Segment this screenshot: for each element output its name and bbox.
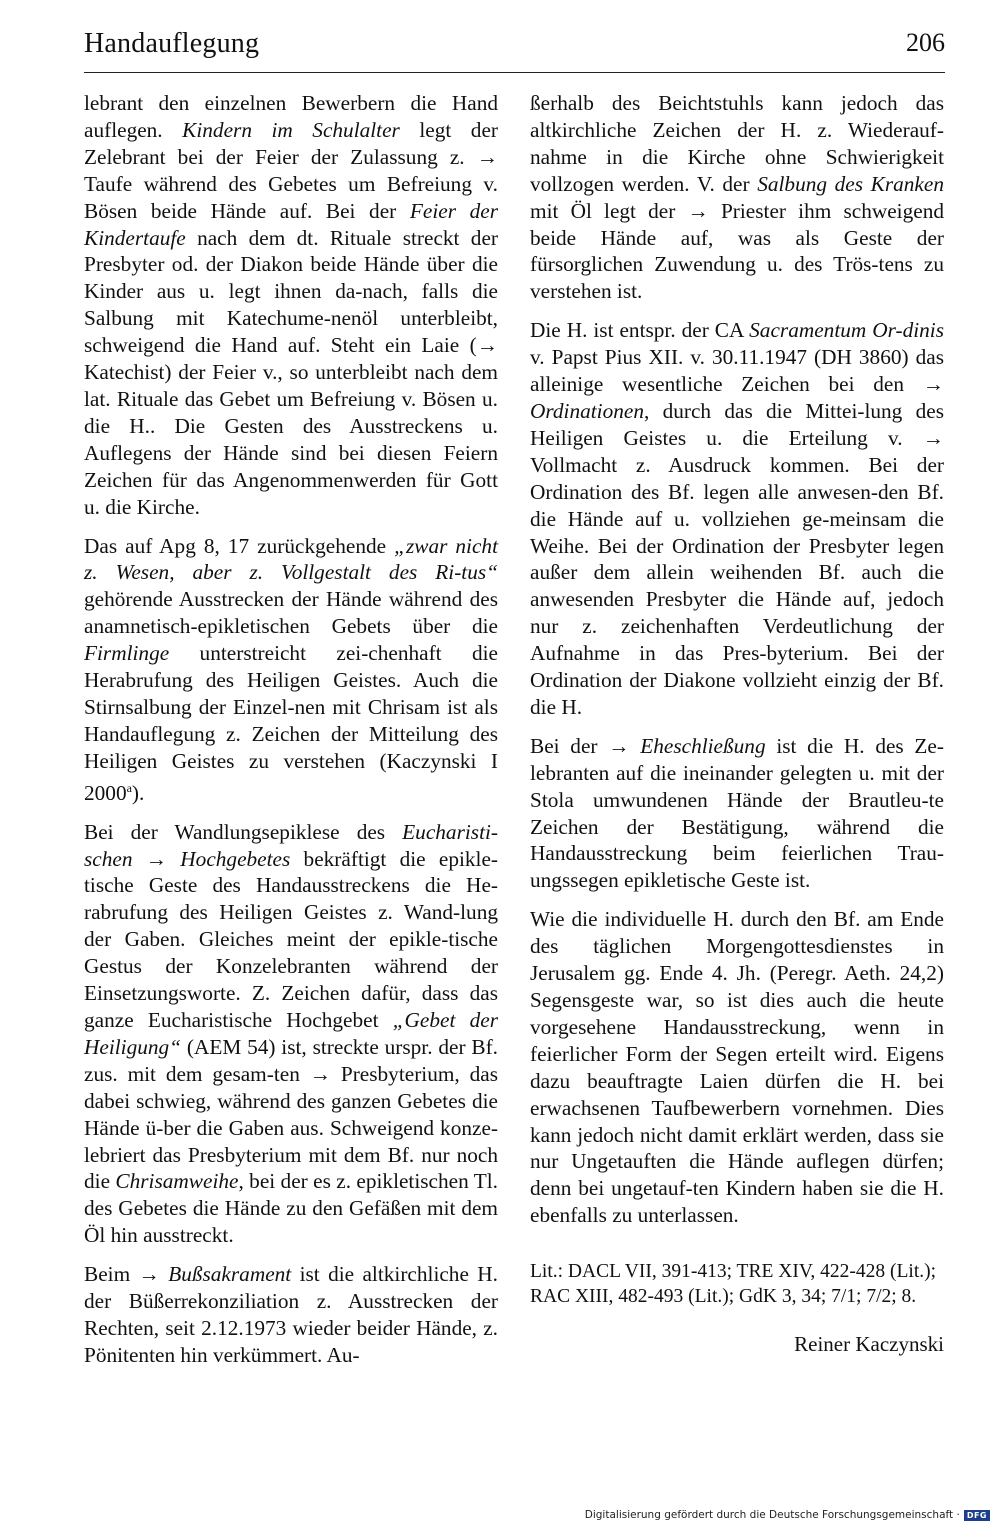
digitization-footer: [585, 1509, 990, 1521]
paragraph-ordination: Die H. ist entspr. der CA Sacramentum Or-dinis v. Papst Pius XII. v. 30.11.1947 (DH 3860) das alleinige wesentliche Zeichen bei den → Ordinationen, durch das die Mittei-lung des Heiligen Geistes u. die Erteilung v. → Vollmacht z. Ausdruck kommen. Bei der Ordination des Bf. legen alle anwesen-den Bf. die Hände auf u. vollziehen ge-meinsam die Weihe. Bei der Ordination der Presbyter legen außer dem allein weihenden Bf. auch die anwesenden Presbyter die Hände auf, jedoch nur z. zeichenhaften Verdeutlichung der Aufnahme in das Pres-byterium. Bei der Ordination der Diakone vollzieht einzig der Bf. die H.: [530, 318, 944, 719]
paragraph-marriage: Bei der → Eheschließung ist die H. des Ze-lebranten auf die ineinander gelegten u. mit der Stola umwundenen Hände der Brautleu-te Zeichen der Bestätigung, während die Handausstreckung beim feierlichen Trau-ungssegen epikletische Geste ist.: [530, 733, 944, 893]
page-title: Handauflegung: [84, 28, 260, 59]
footer-text: Digitalisierung gefördert durch die Deutsche Forschungsgemeinschaft ·: [584, 1509, 960, 1521]
right-column: [530, 90, 944, 1370]
paragraph-blessing: Wie die individuelle H. durch den Bf. am Ende des täglichen Morgengottesdienstes in Jerusalem gg. Ende 4. Jh. (Peregr. Aeth. 24,2) Segensgeste war, so ist dies auch die heute vorgesehene Handausstreckung, wenn in feierlicher Form der Segen erteilt wird. Eigens dazu beauftragte Laien dürfen die H. bei erwachsenen Taufbewerbern vornehmen. Dies kann jedoch nicht damit erklärt werden, dass sie nur Ungetauften die Hände auflegen dürfen; denn bei ungetauf-ten Kindern haben sie die H. ebenfalls zu unterlassen.: [530, 907, 944, 1228]
paragraph-confirmation: Das auf Apg 8, 17 zurückgehende „zwar nicht z. Wesen, aber z. Vollgestalt des Ri-tus“ gehörende Ausstrecken der Hände während des anamnetisch-epikletischen Gebets über die Firmlinge unterstreicht zei-chenhaft die Herabrufung des Heiligen Geistes. Auch die Stirnsalbung der Einzel-nen mit Chrisam ist als Handauflegung z. Zeichen der Mitteilung des Heiligen Geistes zu verstehen (Kaczynski I 2000$^a$).: [84, 533, 498, 805]
left-column: [84, 90, 498, 1381]
page-number: 206: [906, 28, 945, 57]
author-name: Reiner Kaczynski: [794, 1332, 944, 1357]
dfg-logo-icon: DFG: [964, 1510, 990, 1521]
paragraph-children-rites: lebrant den einzelnen Bewerbern die Hand auflegen. Kindern im Schulalter legt der Zelebrant bei der Feier der Zulassung z. → Taufe während des Gebetes um Befreiung v. Bösen beide Hände auf. Bei der Feier der Kindertaufe nach dem dt. Rituale streckt der Presbyter od. der Diakon beide Hände über die Kinder aus u. legt ihnen da-nach, falls die Salbung mit Katechume-nenöl unterbleibt, schweigend die Hand auf. Steht ein Laie (→ Katechist) der Feier v., so unterbleibt nach dem lat. Rituale das Gebet um Befreiung v. Bösen u. die H.. Die Gesten des Ausstreckens u. Auflegens der Hände sind bei diesen Feiern Zeichen für das Angenommenwerden für Gott u. die Kirche.: [84, 91, 498, 519]
paragraph-penance: Beim → Bußsakrament ist die altkirchliche H. der Büßerrekonziliation z. Ausstrecken der Rechten, seit 2.12.1973 wieder beider Hände, z. Pönitenten hin verkümmert. Au-: [84, 1262, 498, 1367]
page-header: [84, 28, 945, 73]
paragraph-anointing: ßerhalb des Beichtstuhls kann jedoch das altkirchliche Zeichen der H. z. Wiederauf-nahme in die Kirche ohne Schwierigkeit vollzogen werden. V. der Salbung des Kranken mit Öl legt der → Priester ihm schweigend beide Hände auf, was als Geste der fürsorglichen Zuwendung u. des Trös-tens zu verstehen ist.: [530, 91, 944, 304]
paragraph-eucharist: Bei der Wandlungsepiklese des Eucharisti-schen → Hochgebetes bekräftigt die epikle-tische Geste des Handausstreckens die He-rabrufung des Heiligen Geistes z. Wand-lung der Gaben. Gleiches meint der epikle-tische Gestus der Konzelebranten während der Einsetzungsworte. Z. Zeichen dafür, dass das ganze Eucharistische Hochgebet „Gebet der Heiligung“ (AEM 54) ist, streckte urspr. der Bf. zus. mit dem gesam-ten → Presbyterium, das dabei schwieg, während des ganzen Gebetes die Hände ü-ber die Gaben aus. Schweigend konze-lebriert das Presbyterium mit dem Bf. nur noch die Chrisamweihe, bei der es z. epikletischen Tl. des Gebetes die Hände zu den Gefäßen mit dem Öl hin ausstreckt.: [84, 819, 498, 1248]
literature-references: Lit.: DACL VII, 391-413; TRE XIV, 422-428 (Lit.); RAC XIII, 482-493 (Lit.); GdK 3, 34; 7/1; 7/2; 8.: [530, 1261, 937, 1308]
